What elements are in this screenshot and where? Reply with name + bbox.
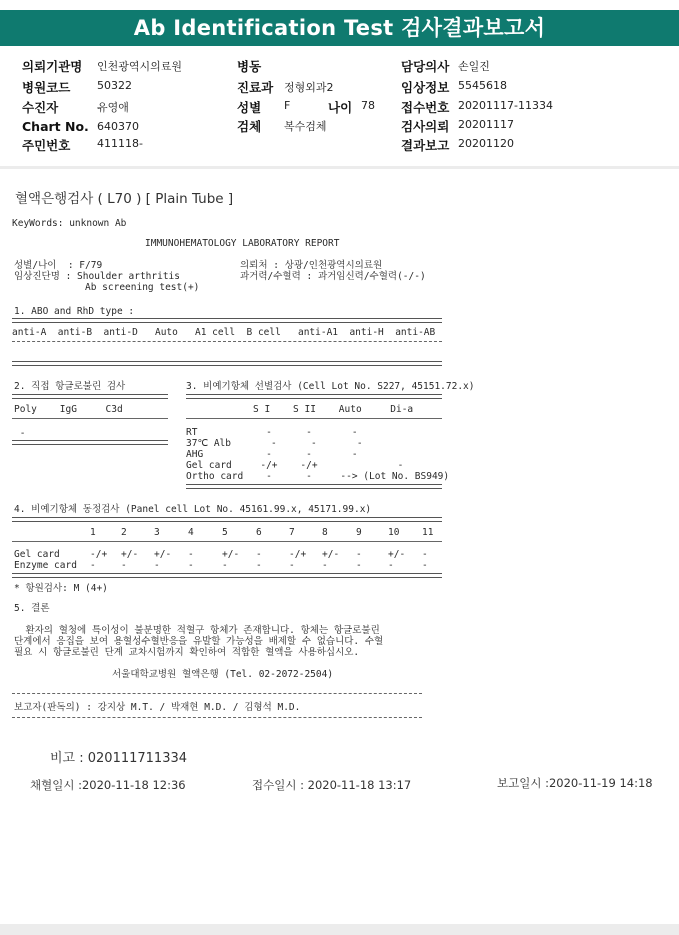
- divider: [12, 341, 442, 342]
- age: 78: [361, 99, 375, 112]
- result-report: 20201120: [458, 137, 514, 150]
- gel-card-result: -/+: [289, 549, 307, 560]
- receipt-no: 20201117-11334: [458, 99, 553, 112]
- title-bar: [0, 0, 679, 48]
- divider: [12, 394, 168, 399]
- gel-card-result: +/-: [121, 549, 139, 560]
- enzyme-card-result: -: [188, 560, 194, 571]
- conclusion-line: 단계에서 응집을 보여 용혈성수혈반응을 유발할 가능성을 배제할 수 없습니다. 수혈: [14, 636, 384, 647]
- specimen-label: 검체: [237, 119, 262, 134]
- gel-card-result: -: [356, 549, 362, 560]
- reporter: 보고자(판독의) : 강지상 M.T. / 박재현 M.D. / 김형석 M.D.: [14, 702, 301, 713]
- report-title: Ab Identification Test 검사결과보고서: [0, 10, 679, 46]
- enzyme-card-result: -: [154, 560, 160, 571]
- test-request-label: 검사의뢰: [401, 119, 450, 134]
- gel-card-result: -: [256, 549, 262, 560]
- panel-cell-number: 7: [289, 527, 295, 538]
- conclusion-title: 5. 결론: [14, 603, 50, 614]
- screen-row: 37℃ Alb - - -: [186, 438, 363, 449]
- enzyme-card-label: Enzyme card: [14, 560, 77, 571]
- dat-values: -: [14, 428, 26, 439]
- conclusion-line: 환자의 혈청에 특이성이 불분명한 적혈구 항체가 존재합니다. 항체는 항글로불린: [14, 625, 380, 636]
- divider: [186, 394, 442, 399]
- examinee-label: 수진자: [22, 100, 59, 115]
- gel-card-result: -: [188, 549, 194, 560]
- blood-bank: 서울대학교병원 혈액은행 (Tel. 02-2072-2504): [112, 669, 334, 680]
- gel-card-result: +/-: [322, 549, 340, 560]
- report-header: [0, 48, 679, 166]
- divider: [12, 361, 442, 366]
- chart-no: 640370: [97, 120, 139, 133]
- ward-label: 병동: [237, 59, 262, 74]
- divider: [12, 717, 422, 718]
- note: 비고 : 020111711334: [50, 751, 188, 766]
- enzyme-card-result: -: [388, 560, 394, 571]
- gel-card-result: -: [422, 549, 428, 560]
- clinical-info-label: 임상정보: [401, 80, 450, 95]
- sex-label: 성별: [237, 100, 262, 115]
- enzyme-card-result: -: [422, 560, 428, 571]
- dat-columns: Poly IgG C3d: [14, 404, 123, 415]
- scanned-report: [0, 169, 679, 924]
- requesting-org-label: 의뢰기관명: [22, 59, 83, 74]
- lab-title: IMMUNOHEMATOLOGY LABORATORY REPORT: [145, 238, 340, 249]
- doctor: 손일진: [458, 60, 490, 73]
- screen-title: 3. 비예기항체 선별검사 (Cell Lot No. S227, 45151.72.x): [186, 381, 475, 392]
- enzyme-card-result: -: [289, 560, 295, 571]
- department: 정형외과2: [284, 81, 334, 94]
- screen-columns: S I S II Auto Di-a: [253, 404, 414, 415]
- received-time: 접수일시 : 2020-11-18 13:17: [252, 778, 412, 792]
- enzyme-card-result: -: [90, 560, 96, 571]
- enzyme-card-result: -: [322, 560, 328, 571]
- department-label: 진료과: [237, 80, 274, 95]
- panel-cell-number: 2: [121, 527, 127, 538]
- chart-no-label: Chart No.: [22, 119, 89, 134]
- panel-cell-number: 3: [154, 527, 160, 538]
- doc-heading: 혈액은행검사 ( L70 ) [ Plain Tube ]: [15, 191, 234, 207]
- dat-title: 2. 직접 항글로불린 검사: [14, 381, 126, 392]
- gel-card-result: -/+: [90, 549, 108, 560]
- screen-row: Ortho card - - --> (Lot No. BS949): [186, 471, 450, 482]
- gel-card-label: Gel card: [14, 549, 60, 560]
- panel-cell-number: 10: [388, 527, 400, 538]
- gel-card-result: +/-: [154, 549, 172, 560]
- enzyme-card-result: -: [222, 560, 228, 571]
- panel-cell-number: 1: [90, 527, 96, 538]
- panel-title: 4. 비예기항체 동정검사 (Panel cell Lot No. 45161.99.x, 45171.99.x): [14, 504, 372, 515]
- requesting-org: 인천광역시의료원: [97, 60, 183, 73]
- divider: [186, 484, 442, 489]
- resident-no: 411118-: [97, 137, 143, 150]
- screen-row: AHG - - -: [186, 449, 358, 460]
- abo-columns: anti-A anti-B anti-D Auto A1 cell B cell anti-A1 anti-H anti-AB: [12, 327, 436, 338]
- conclusion-line: 필요 시 항글로불린 단계 교차시험까지 확인하여 적합한 혈액을 사용하십시오.: [14, 647, 360, 658]
- panel-cell-number: 9: [356, 527, 362, 538]
- hospital-code-label: 병원코드: [22, 80, 71, 95]
- divider: [12, 573, 442, 578]
- age-label: 나이: [328, 100, 353, 115]
- history: 과거력/수혈력 : 과거임신력/수혈력(-/-): [240, 271, 426, 282]
- test-request: 20201117: [458, 118, 514, 131]
- screen-row: RT - - -: [186, 427, 358, 438]
- examinee: 유영애: [97, 101, 129, 114]
- enzyme-card-result: -: [356, 560, 362, 571]
- keywords: KeyWords: unknown Ab: [12, 218, 127, 229]
- antibody-result: * 항원검사: M (4+): [14, 583, 108, 594]
- clinical-info: 5545618: [458, 79, 507, 92]
- diagnosis: 임상진단명 : Shoulder arthritis: [14, 271, 180, 282]
- abo-title: 1. ABO and RhD type :: [14, 306, 135, 317]
- divider: [12, 418, 168, 419]
- specimen: 복수검체: [284, 120, 327, 133]
- hospital-code: 50322: [97, 79, 132, 92]
- doctor-label: 담당의사: [401, 59, 450, 74]
- divider: [12, 541, 442, 542]
- collected-time: 채혈일시 :2020-11-18 12:36: [30, 778, 186, 792]
- enzyme-card-result: -: [121, 560, 127, 571]
- enzyme-card-result: -: [256, 560, 262, 571]
- panel-cell-number: 8: [322, 527, 328, 538]
- gel-card-result: +/-: [222, 549, 240, 560]
- panel-cell-number: 5: [222, 527, 228, 538]
- divider: [12, 693, 422, 694]
- panel-cell-number: 11: [422, 527, 434, 538]
- divider: [12, 517, 442, 522]
- divider: [12, 318, 442, 323]
- result-report-label: 결과보고: [401, 138, 450, 153]
- receipt-no-label: 접수번호: [401, 100, 450, 115]
- gel-card-result: +/-: [388, 549, 406, 560]
- panel-cell-number: 6: [256, 527, 262, 538]
- reported-time: 보고일시 :2020-11-19 14:18: [497, 776, 653, 790]
- divider: [186, 418, 442, 419]
- resident-no-label: 주민번호: [22, 138, 71, 153]
- sex: F: [284, 99, 291, 112]
- sex-age: 성별/나이 : F/79: [14, 260, 103, 271]
- diagnosis-sub: Ab screening test(+): [85, 282, 200, 293]
- referral: 의뢰처 : 상광/인천광역시의료원: [240, 260, 383, 271]
- panel-cell-number: 4: [188, 527, 194, 538]
- divider: [12, 440, 168, 445]
- screen-row: Gel card -/+ -/+ -: [186, 460, 404, 471]
